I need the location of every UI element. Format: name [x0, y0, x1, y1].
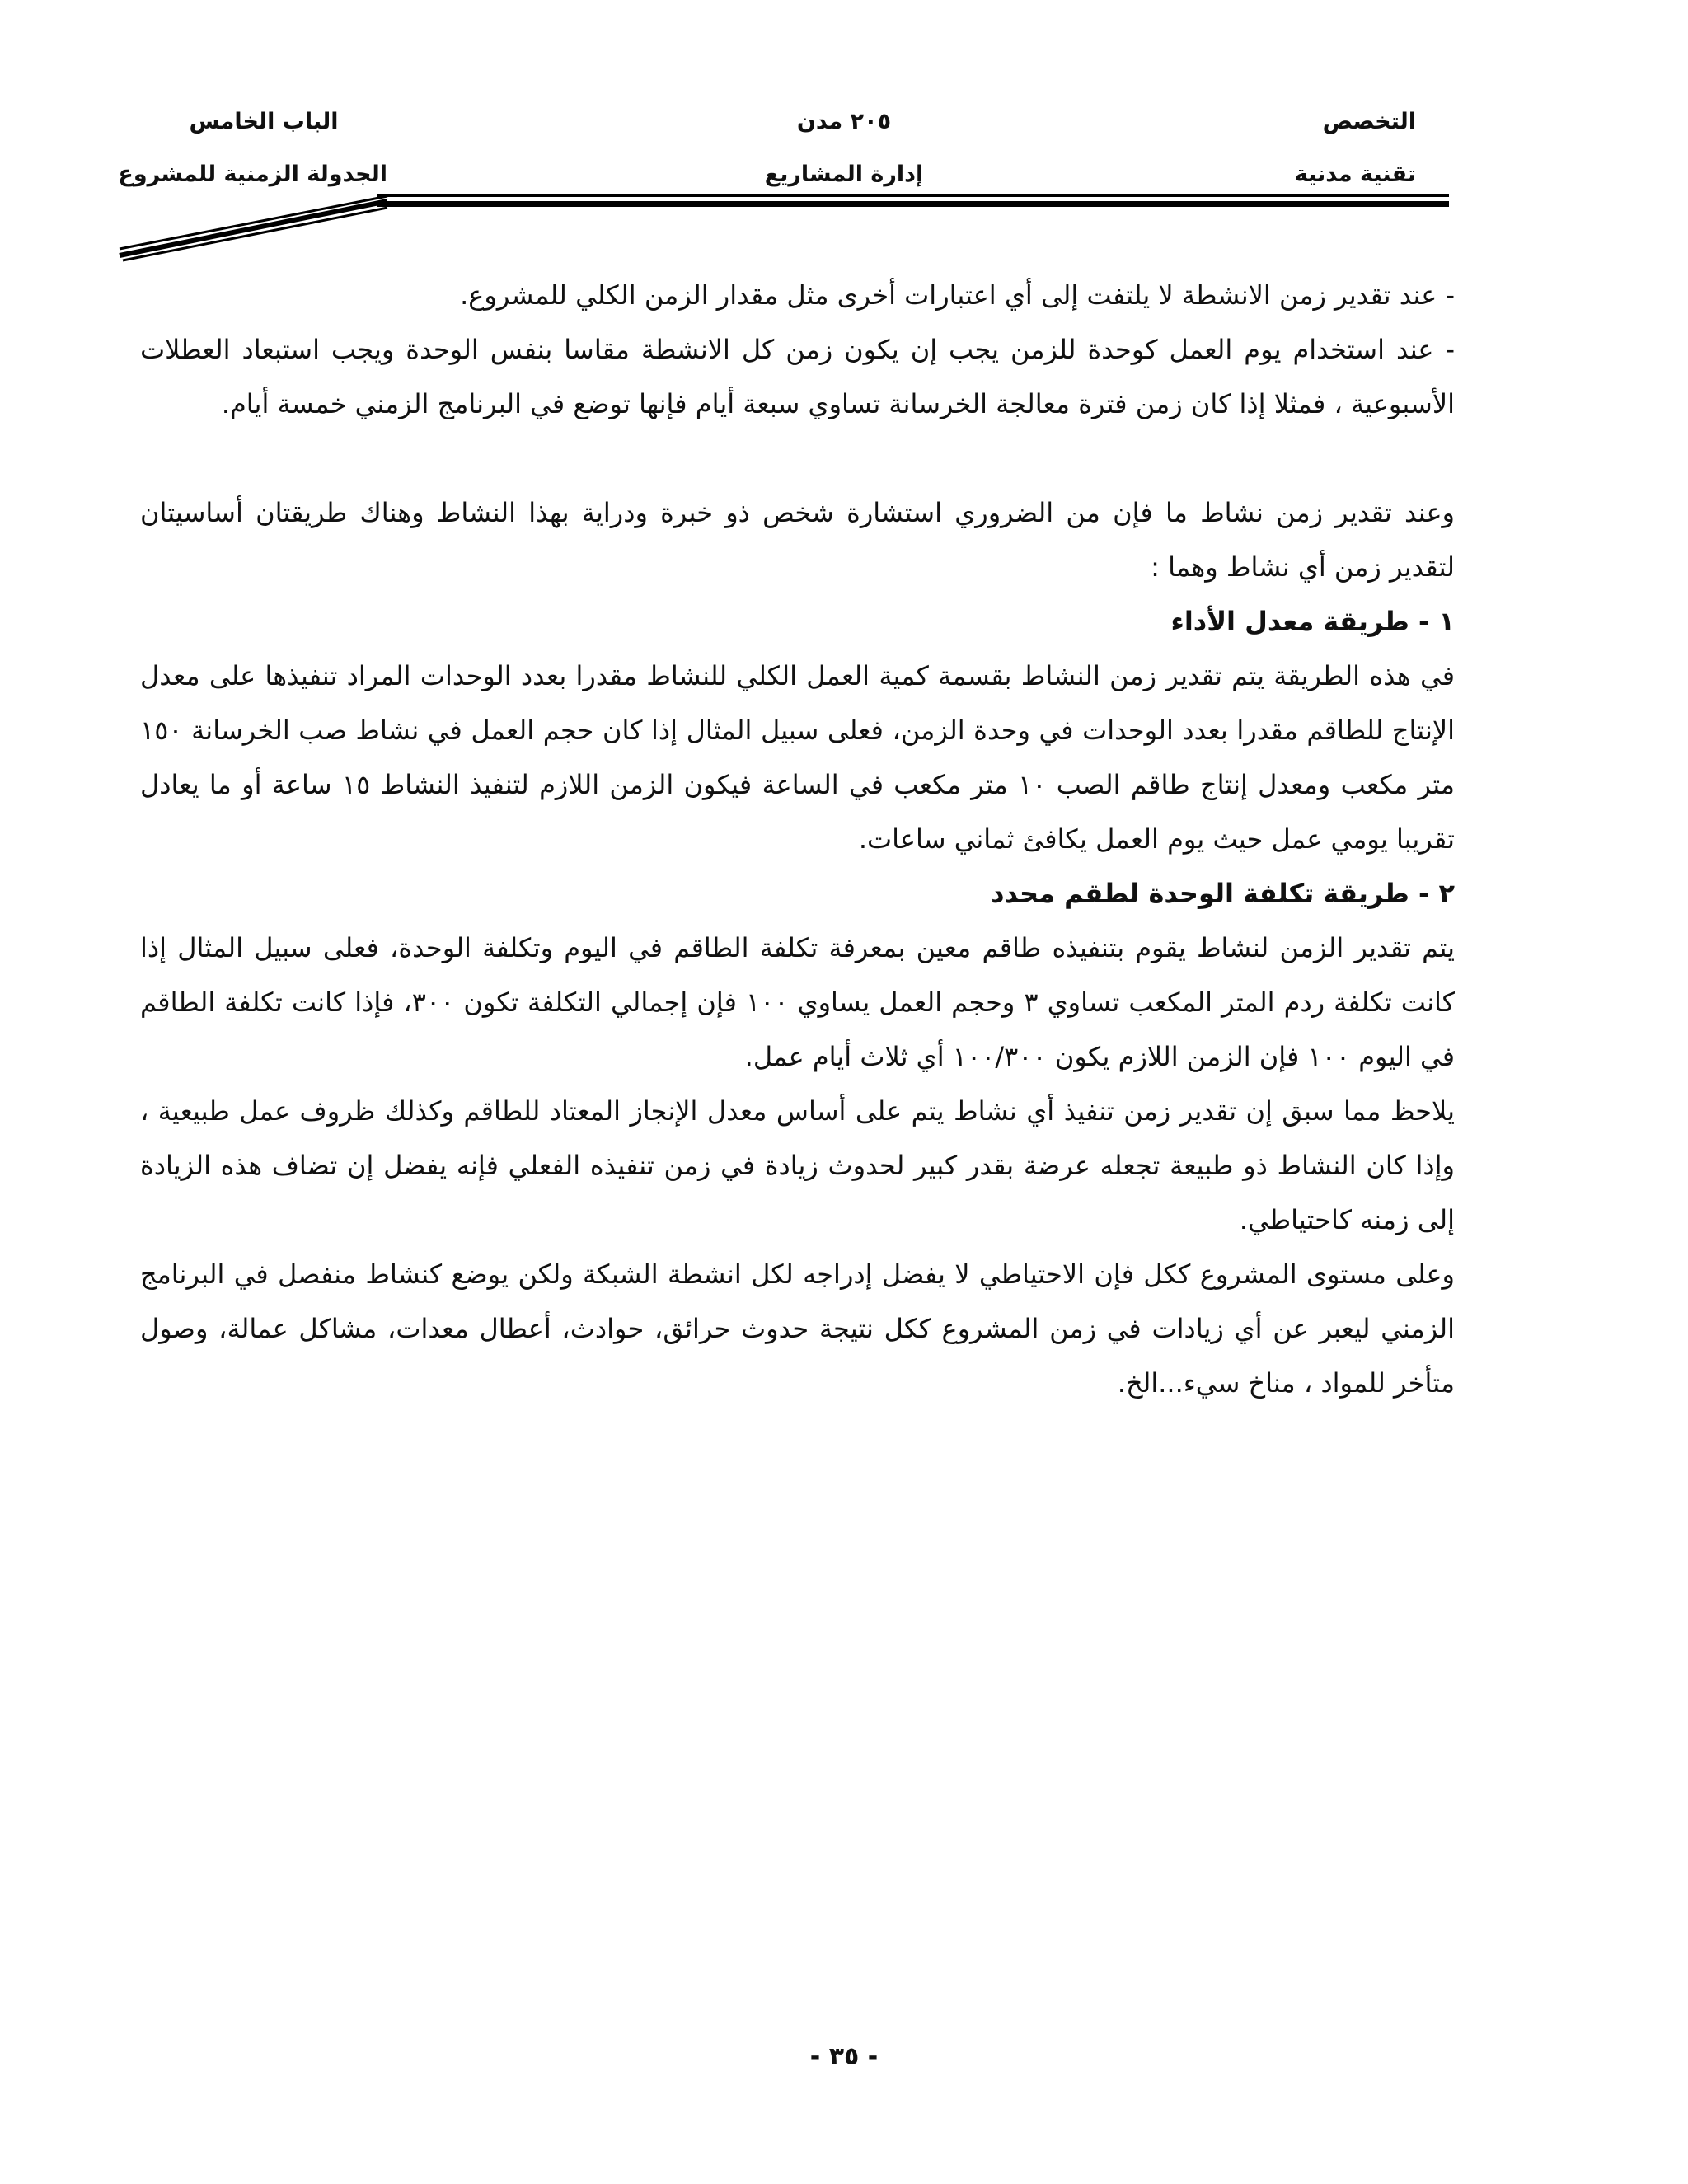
- header-rule-thick: [377, 201, 1449, 207]
- page-number: - ٣٥ -: [809, 2042, 879, 2071]
- method-2-heading: ٢ - طريقة تكلفة الوحدة لطقم محدد: [991, 878, 1455, 909]
- body-content: [140, 268, 1455, 1410]
- header-course-code: ٢٠٥ مدن: [796, 109, 892, 134]
- header-rule-thin: [377, 194, 1449, 197]
- header-course-name: إدارة المشاريع: [764, 162, 924, 187]
- project-level-paragraph: وعلى مستوى المشروع ككل فإن الاحتياطي لا يفضل إدراجه لكل انشطة الشبكة ولكن يوضع كنشاط منفصل في البرنامج الزمني ليعبر عن أي زيادات في زمن المشروع ككل نتيجة حدوث حرائق، حوادث، أعطال معدات، مشاكل عمالة، وصول متأخر للمواد ، مناخ سيء...الخ.: [140, 1258, 1455, 1399]
- bullet-point: - عند تقدير زمن الانشطة لا يلتفت إلى أي اعتبارات أخرى مثل مقدار الزمن الكلي للمشروع.: [460, 279, 1455, 311]
- header-chapter-title: الجدولة الزمنية للمشروع: [118, 162, 387, 187]
- method-2-paragraph: يتم تقدير الزمن لنشاط يقوم بتنفيذه طاقم معين بمعرفة تكلفة الطاقم في اليوم وتكلفة الوحدة، فعلى سبيل المثال إذا كانت تكلفة ردم المتر المكعب تساوي ٣ وحجم العمل يساوي ١٠٠ فإن إجمالي التكلفة تكون ٣٠٠، فإذا كانت تكلفة الطاقم في اليوم ١٠٠ فإن الزمن اللازم يكون ١٠٠/٣٠٠ أي ثلاث أيام عمل.: [140, 932, 1456, 1072]
- note-paragraph: يلاحظ مما سبق إن تقدير زمن تنفيذ أي نشاط يتم على أساس معدل الإنجاز المعتاد للطاقم وكذلك ظروف عمل طبيعية ، وإذا كان النشاط ذو طبيعة تجعله عرضة بقدر كبير لحدوث زيادة في زمن تنفيذه الفعلي فإنه يفضل إن تضاف هذه الزيادة إلى زمنه كاحتياطي.: [140, 1095, 1455, 1235]
- intro-paragraph: وعند تقدير زمن نشاط ما فإن من الضروري استشارة شخص ذو خبرة ودراية بهذا النشاط وهناك طريقتان أساسيتان لتقدير زمن أي نشاط وهما :: [140, 497, 1455, 583]
- header-specialty-label: التخصص: [1322, 109, 1416, 134]
- header-chapter-label: الباب الخامس: [189, 109, 339, 134]
- bullet-point: - عند استخدام يوم العمل كوحدة للزمن يجب إن يكون زمن كل الانشطة مقاسا بنفس الوحدة ويجب استبعاد العطلات الأسبوعية ، فمثلا إذا كان زمن فترة معالجة الخرسانة تساوي سبعة أيام فإنها توضع في البرنامج الزمني خمسة أيام.: [140, 334, 1455, 419]
- method-1-paragraph: في هذه الطريقة يتم تقدير زمن النشاط بقسمة كمية العمل الكلي للنشاط مقدرا بعدد الوحدات المراد تنفيذها على معدل الإنتاج للطاقم مقدرا بعدد الوحدات في وحدة الزمن، فعلى سبيل المثال إذا كان حجم العمل في نشاط صب الخرسانة ١٥٠ متر مكعب ومعدل إنتاج طاقم الصب ١٠ متر مكعب في الساعة فيكون الزمن اللازم لتنفيذ النشاط ١٥ ساعة أو ما يعادل تقريبا يومي عمل حيث يوم العمل يكافئ ثماني ساعات.: [140, 660, 1456, 855]
- header-decorative-swoosh: [111, 190, 392, 264]
- method-1-heading: ١ - طريقة معدل الأداء: [1170, 606, 1455, 637]
- header-specialty-value: تقنية مدنية: [1294, 162, 1416, 187]
